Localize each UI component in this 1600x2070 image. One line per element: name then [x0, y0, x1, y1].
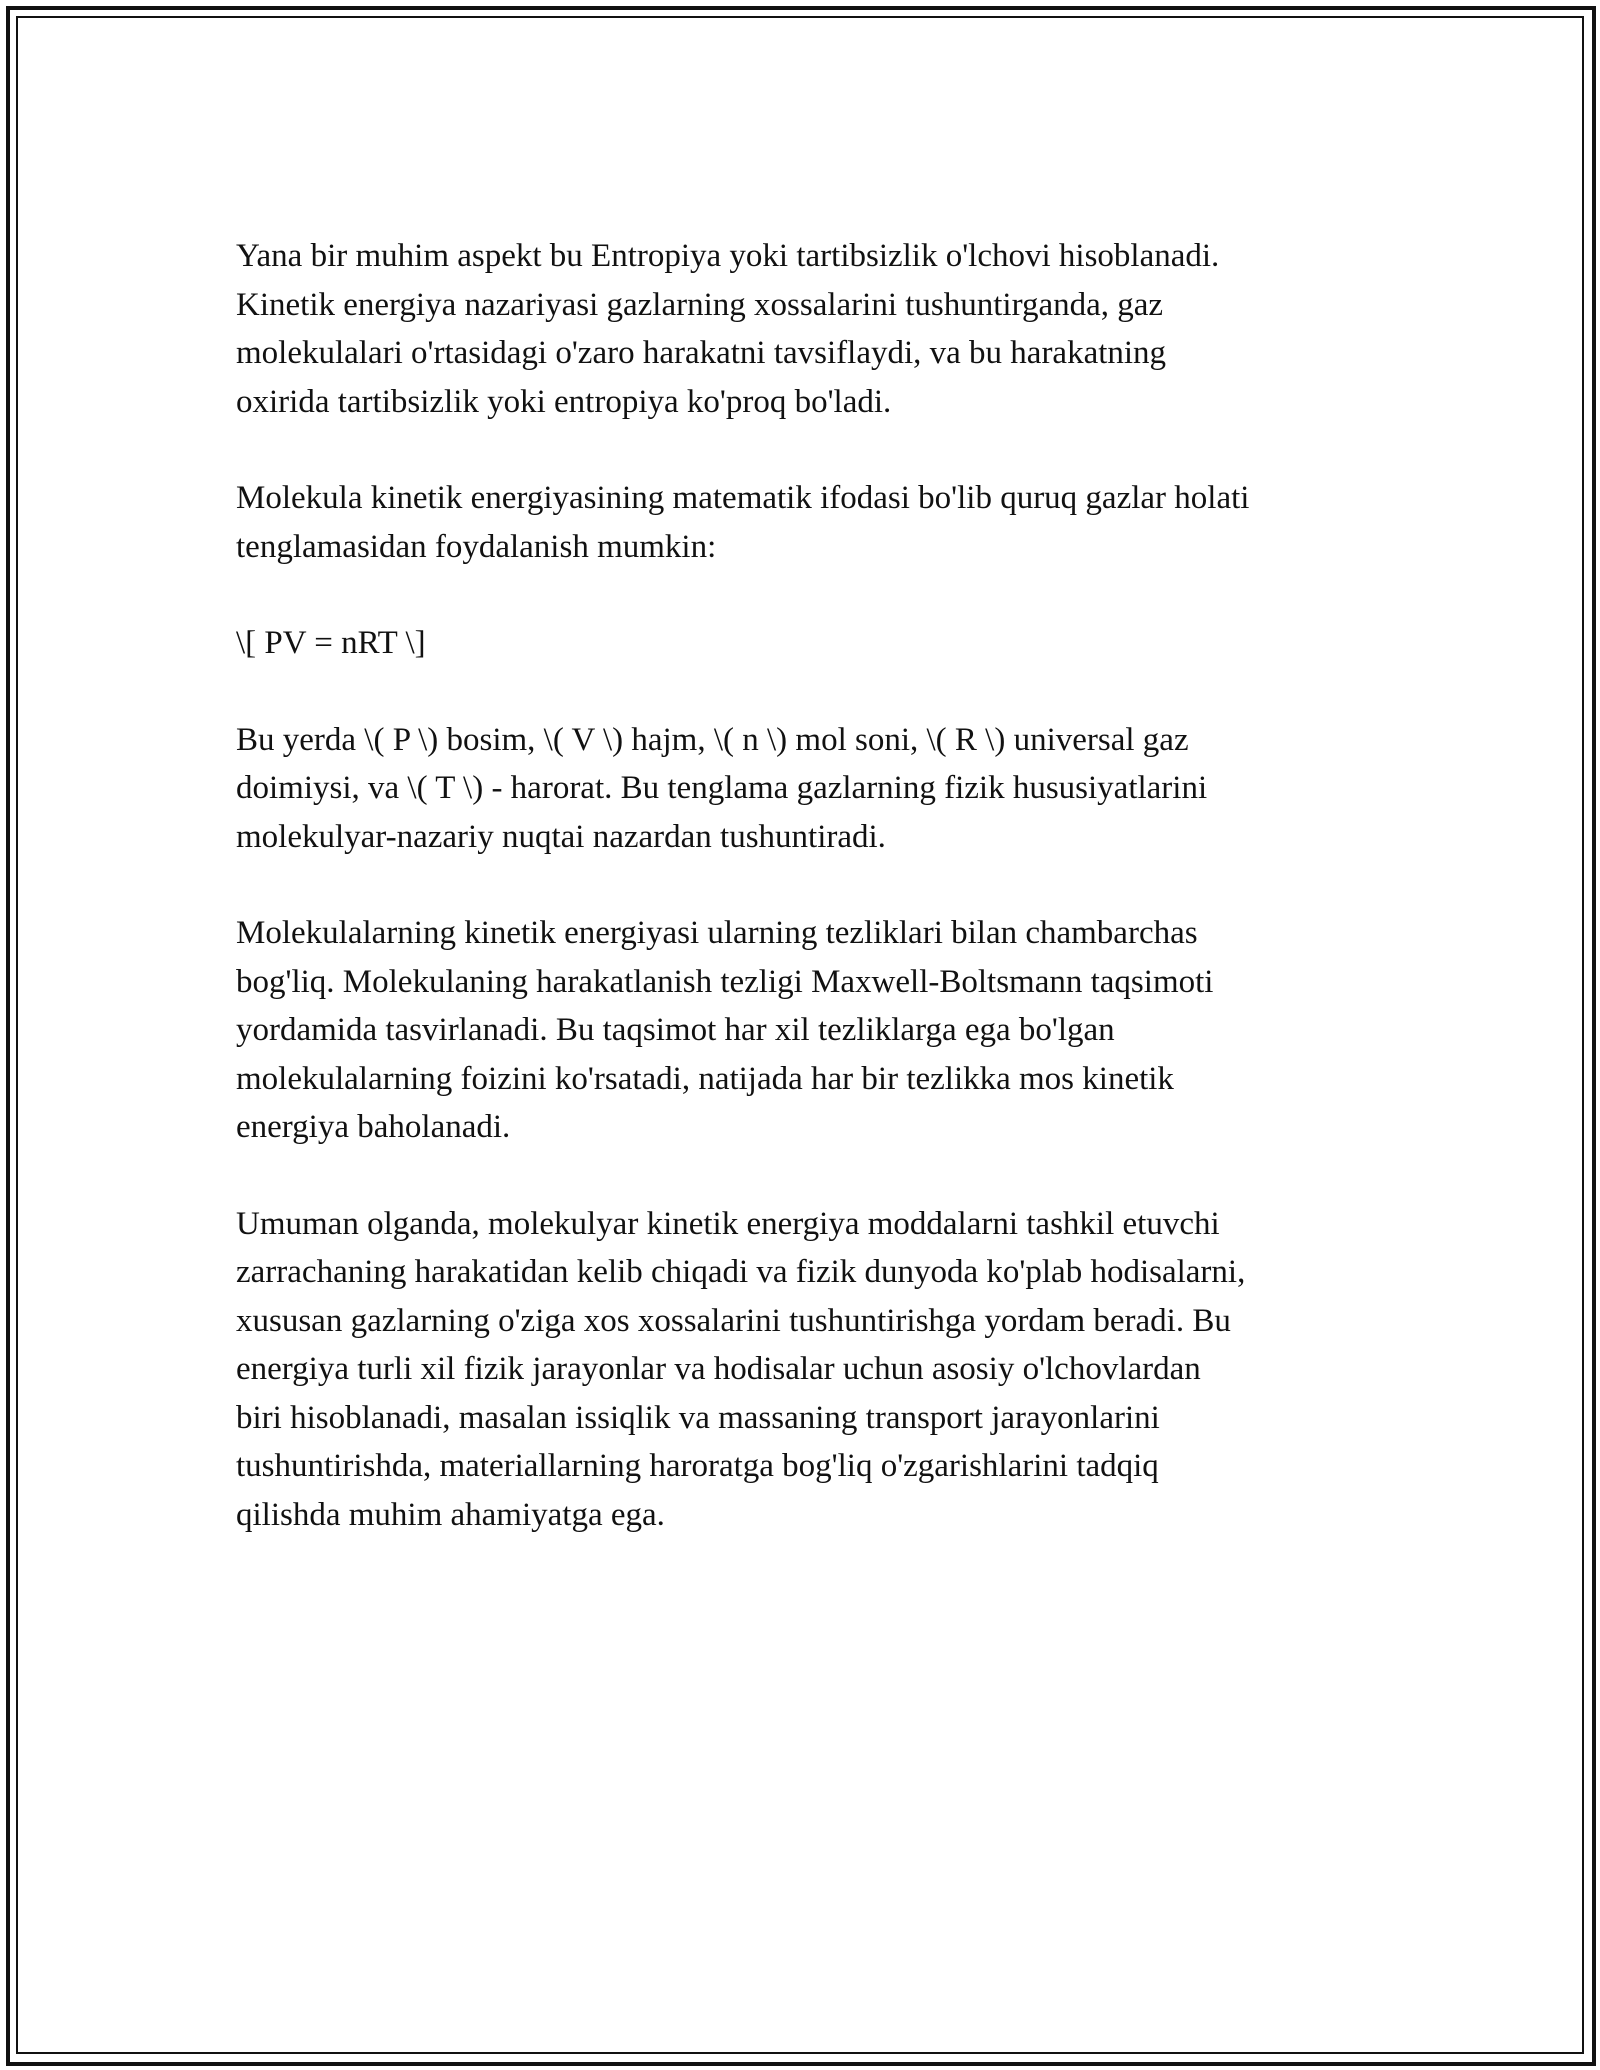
paragraph-entropy: Yana bir muhim aspekt bu Entropiya yoki tartibsizlik o'lchovi hisoblanadi. Kinetik energiya nazariyasi gazlarning xossalarini tushuntirganda, gaz molekulalari o'rtasidagi o'zaro harakatni tavsiflaydi, va bu harakatning oxirida tartibsizlik yoki entropiya ko'proq bo'ladi. [236, 238, 1220, 420]
paragraph-equation-intro: Molekula kinetik energiyasining matematik ifodasi bo'lib quruq gazlar holati tenglamasidan foydalanish mumkin: [236, 480, 1250, 565]
document-body [236, 232, 1386, 1587]
equation-ideal-gas: \[ PV = nRT \] [236, 625, 426, 661]
paragraph-maxwell-boltzmann: Molekulalarning kinetik energiyasi ularning tezliklari bilan chambarchas bog'liq. Molekulaning harakatlanish tezligi Maxwell-Boltsmann taqsimoti yordamida tasvirlanadi. Bu taqsimot har xil tezliklarga ega bo'lgan molekulalarning foizini ko'rsatadi, natijada har bir tezlikka mos kinetik energiya baholanadi. [236, 915, 1214, 1145]
paragraph-summary: Umuman olganda, molekulyar kinetik energiya moddalarni tashkil etuvchi zarrachaning harakatidan kelib chiqadi va fizik dunyoda ko'plab hodisalarni, xususan gazlarning o'ziga xos xossalarini tushuntirishga yordam beradi. Bu energiya turli xil fizik jarayonlar va hodisalar uchun asosiy o'lchovlardan biri hisoblanadi, masalan issiqlik va massaning transport jarayonlarini tushuntirishda, materiallarning haroratga bog'liq o'zgarishlarini tadqiq qilishda muhim ahamiyatga ega. [236, 1205, 1246, 1533]
paragraph-variables: Bu yerda \( P \) bosim, \( V \) hajm, \( n \) mol soni, \( R \) universal gaz doimiysi, va \( T \) - harorat. Bu tenglama gazlarning fizik hususiyatlarini molekulyar-nazariy nuqtai nazardan tushuntiradi. [236, 721, 1208, 855]
